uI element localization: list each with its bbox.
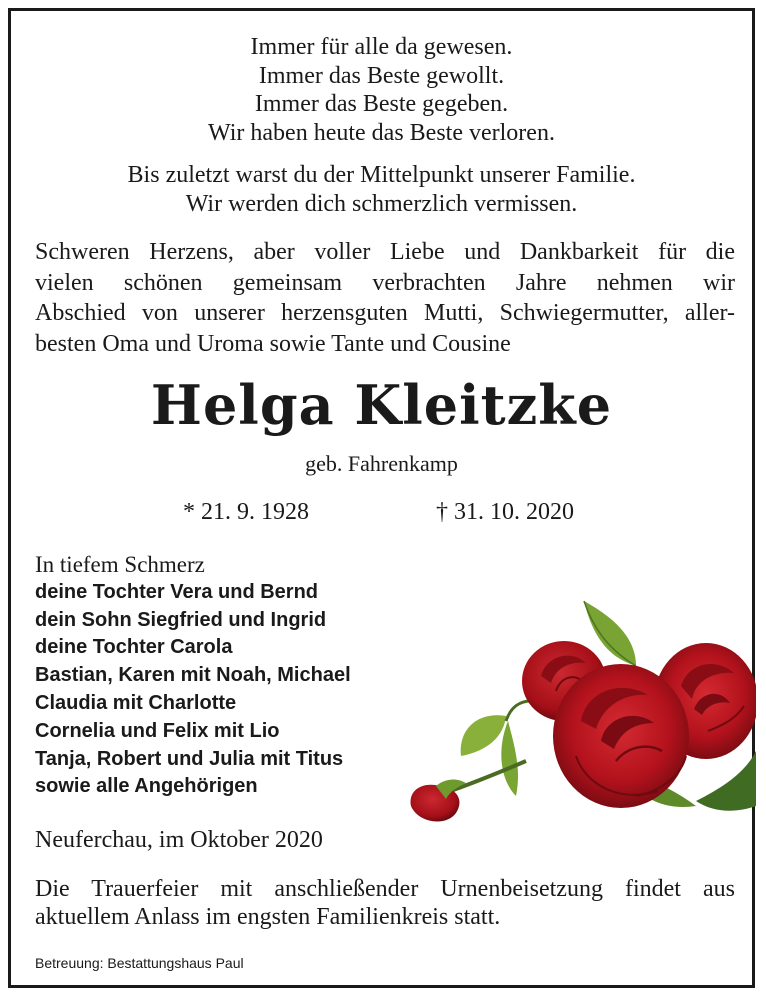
place-date: Neuferchau, im Oktober 2020 (35, 827, 323, 853)
poem-stanza-2 (11, 161, 752, 218)
maiden-name: geb. Fahrenkamp (305, 451, 458, 476)
obituary-frame (8, 8, 755, 988)
intro-line: besten Oma und Uroma sowie Tante und Cousine (35, 330, 511, 357)
service-notice (35, 875, 735, 931)
mourner-line: Tanja, Robert und Julia mit Titus (35, 747, 344, 770)
leaf-right (696, 751, 756, 811)
mourner-line: dein Sohn Siegfried und Ingrid (35, 608, 327, 631)
leaf-lower (501, 721, 518, 796)
intro-line: Abschied von unserer herzensguten Mutti, Schwiegermutter, aller- (35, 300, 735, 326)
mourners-list (35, 551, 351, 801)
mourners-lead: In tiefem Schmerz (35, 552, 205, 577)
birth-date: * 21. 9. 1928 (183, 499, 309, 525)
mourner-line: deine Tochter Carola (35, 636, 233, 659)
service-line: Die Trauerfeier mit anschließender Urnenbeisetzung findet aus (35, 876, 735, 902)
funeral-home-credit: Betreuung: Bestattungshaus Paul (35, 955, 244, 971)
poem-line: Bis zuletzt warst du der Mittelpunkt unserer Familie. (127, 162, 636, 188)
death-date: † 31. 10. 2020 (436, 499, 574, 525)
intro-line: vielen schönen gemeinsam verbrachten Jahre nehmen wir (35, 269, 735, 296)
poem-line: Immer für alle da gewesen. (250, 34, 513, 60)
mourner-line: Claudia mit Charlotte (35, 691, 237, 714)
roses-image (396, 591, 756, 831)
service-line: aktuellem Anlass im engsten Familienkreis statt. (35, 904, 501, 930)
poem-line: Immer das Beste gegeben. (254, 91, 509, 117)
intro-paragraph (35, 237, 735, 359)
poem-line: Immer das Beste gewollt. (258, 62, 505, 89)
poem-line: Wir haben heute das Beste verloren. (208, 119, 555, 146)
deceased-name: Helga Kleitzke (150, 373, 613, 437)
poem-stanza-1 (11, 33, 752, 147)
mourner-line: deine Tochter Vera und Bernd (35, 580, 319, 603)
obituary-content (11, 11, 752, 985)
poem-line: Wir werden dich schmerzlich vermissen. (185, 190, 578, 217)
mourner-line: Cornelia und Felix mit Lio (35, 719, 280, 742)
intro-line: Schweren Herzens, aber voller Liebe und Dankbarkeit für die (35, 239, 735, 265)
mourner-line: sowie alle Angehörigen (35, 775, 258, 798)
mourner-line: Bastian, Karen mit Noah, Michael (35, 664, 351, 687)
leaf-left (461, 715, 506, 756)
